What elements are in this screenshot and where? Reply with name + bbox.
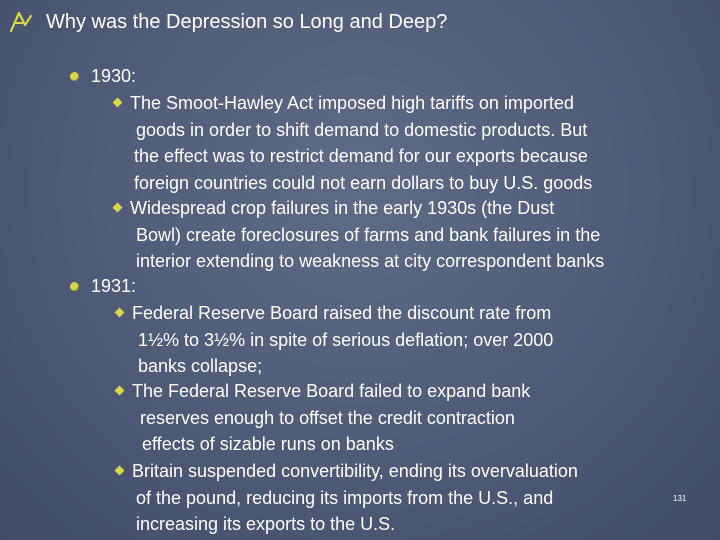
item-line: Britain suspended convertibility, ending its overvaluation (132, 461, 578, 481)
list-item (116, 300, 553, 380)
section-1930 (70, 64, 136, 88)
pen-hand-icon (8, 10, 34, 34)
list-item (116, 378, 530, 458)
item-line: the effect was to restrict demand for our exports because (134, 146, 588, 166)
item-line: Federal Reserve Board raised the discount rate from (132, 303, 552, 323)
item-line: of the pound, reducing its imports from the U.S., and (136, 487, 554, 508)
list-item (114, 90, 592, 196)
circle-bullet-icon (70, 72, 79, 81)
section-label: 1930: (91, 65, 137, 86)
list-item (114, 195, 604, 275)
title-row (8, 8, 708, 36)
circle-bullet-icon (70, 282, 79, 291)
item-line: The Smoot-Hawley Act imposed high tariffs on imported (130, 93, 574, 113)
item-line: interior extending to weakness at city correspondent banks (136, 251, 605, 271)
item-line: 1½% to 3½% in spite of serious deflation; over 2000 (138, 329, 554, 350)
diamond-bullet-icon (115, 466, 125, 476)
diamond-bullet-icon (115, 386, 125, 396)
slide-title: Why was the Depression so Long and Deep? (46, 11, 448, 33)
diamond-bullet-icon (113, 203, 123, 213)
item-line: foreign countries could not earn dollars to buy U.S. goods (134, 172, 593, 193)
section-label: 1931: (91, 275, 137, 296)
item-line: Bowl) create foreclosures of farms and bank failures in the (136, 224, 601, 245)
item-line: effects of sizable runs on banks (142, 434, 394, 454)
item-line: banks collapse; (138, 356, 263, 376)
list-item (116, 458, 578, 538)
item-line: The Federal Reserve Board failed to expand bank (132, 381, 531, 401)
item-line: increasing its exports to the U.S. (136, 514, 396, 534)
diamond-bullet-icon (115, 308, 125, 318)
diamond-bullet-icon (113, 98, 123, 108)
section-1931 (70, 274, 136, 298)
item-line: Widespread crop failures in the early 1930s (the Dust (130, 198, 555, 218)
item-line: goods in order to shift demand to domestic products. But (136, 119, 588, 140)
slide-number: 131 (673, 494, 687, 503)
item-line: reserves enough to offset the credit contraction (140, 407, 515, 428)
